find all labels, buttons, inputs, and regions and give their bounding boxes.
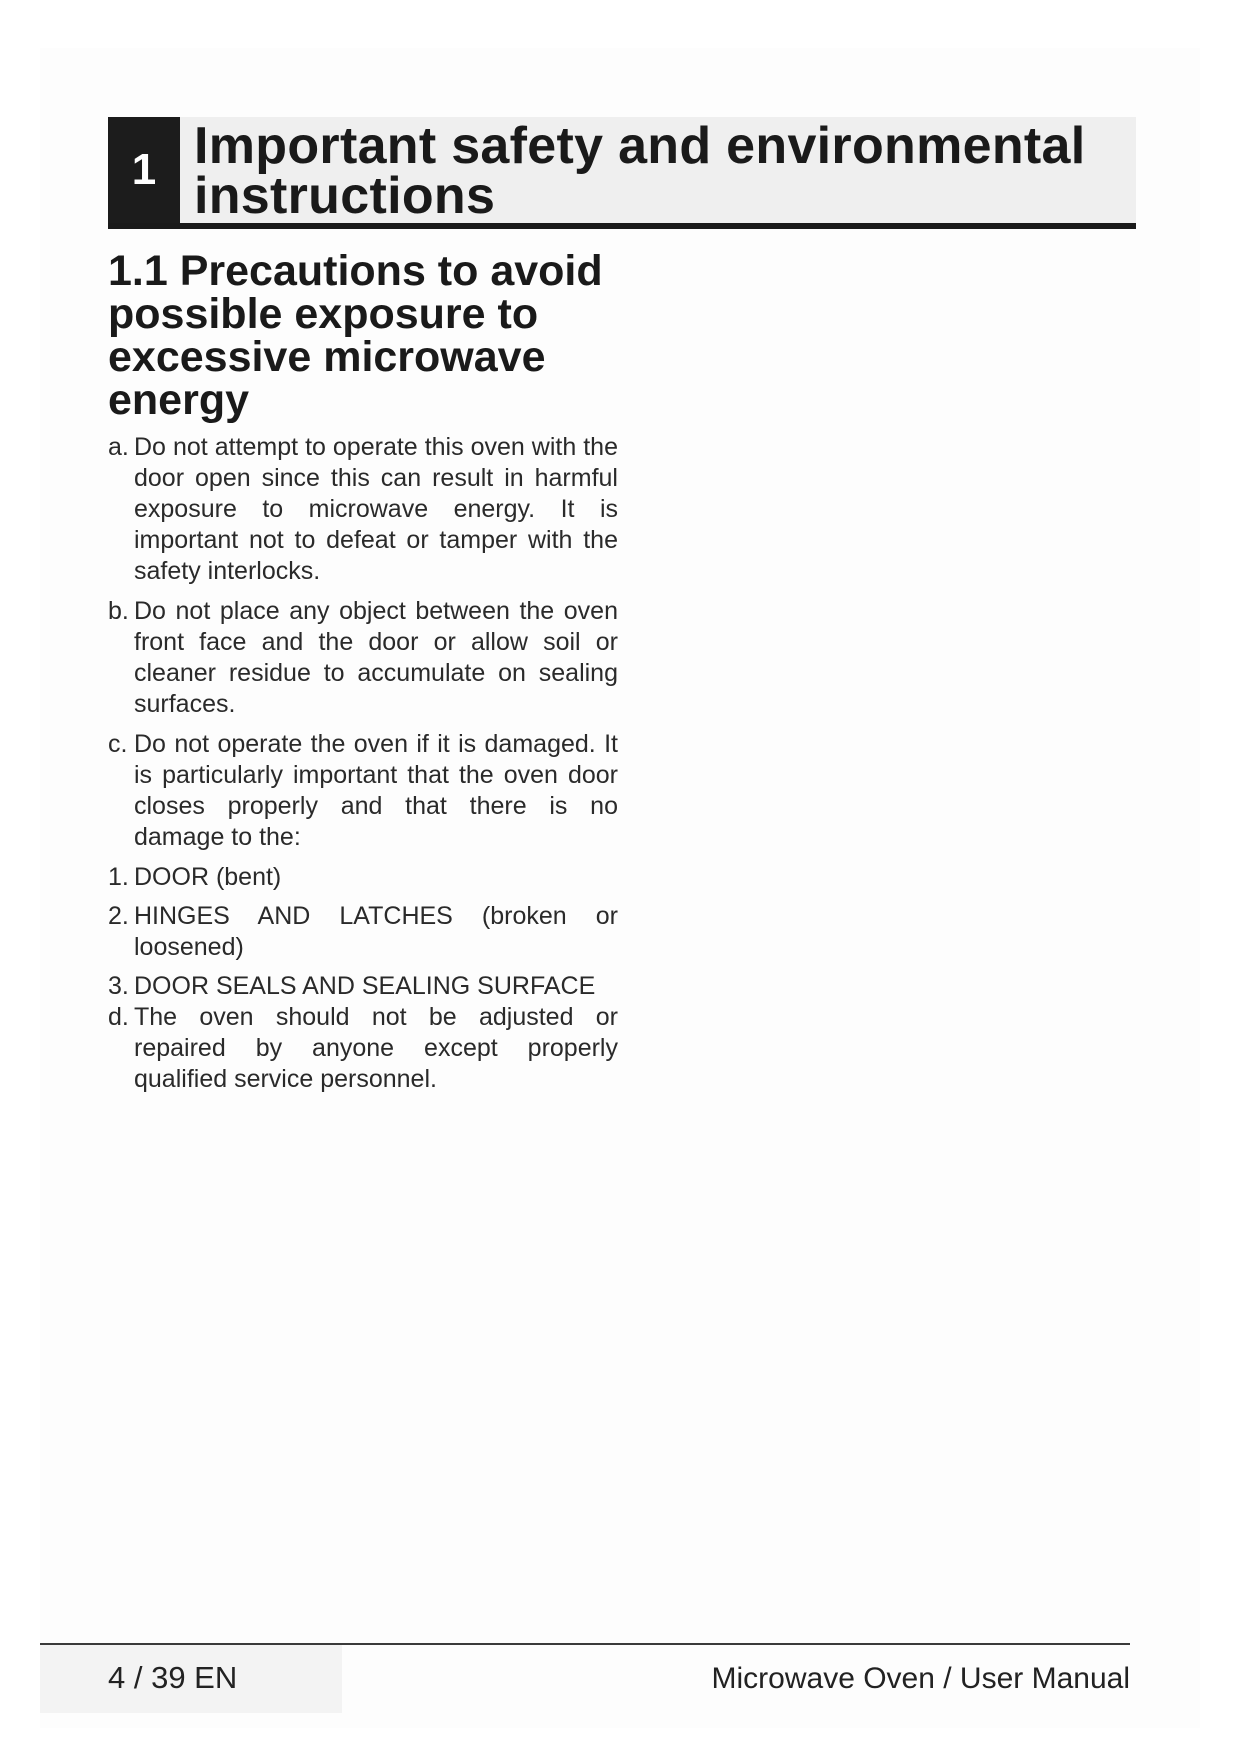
item-text: DOOR SEALS AND SEALING SURFACE <box>134 972 596 1000</box>
item-marker: 2. <box>108 902 129 930</box>
item-text: Do not place any object between the oven front face and the door or allow soil or cleaner residue to accumulate on sealing surfaces. <box>134 597 618 718</box>
item-text: The oven should not be adjusted or repaired by anyone except properly qualified service personnel. <box>134 1003 618 1093</box>
item-marker: b. <box>108 597 129 625</box>
page-number: 4 / 39 EN <box>108 1660 238 1695</box>
item-text: Do not operate the oven if it is damaged. It is particularly important that the oven door closes properly and that there is no damage to the: <box>134 730 618 851</box>
list-item <box>108 901 618 963</box>
precautions-list <box>108 432 618 1104</box>
list-item <box>108 729 618 853</box>
item-text: DOOR (bent) <box>134 863 282 891</box>
document-title: Microwave Oven / User Manual <box>711 1662 1130 1695</box>
list-item <box>108 971 618 1002</box>
chapter-header <box>108 117 1136 229</box>
item-marker: 3. <box>108 972 129 1000</box>
chapter-title: Important safety and environmental instructions <box>194 117 1086 225</box>
item-text: Do not attempt to operate this oven with the door open since this can result in harmful exposure to microwave energy. It is important not to defeat or tamper with the safety interlocks. <box>134 433 618 585</box>
item-marker: d. <box>108 1003 129 1031</box>
list-item <box>108 862 618 893</box>
section-title: 1.1 Precautions to avoid possible exposure to excessive microwave energy <box>108 247 603 424</box>
list-item <box>108 596 618 720</box>
item-marker: 1. <box>108 863 129 891</box>
list-item <box>108 1002 618 1095</box>
item-marker: c. <box>108 730 128 758</box>
item-marker: a. <box>108 433 129 461</box>
item-text: HINGES AND LATCHES (broken or loosened) <box>134 902 618 961</box>
chapter-number: 1 <box>108 117 180 223</box>
list-item <box>108 432 618 587</box>
